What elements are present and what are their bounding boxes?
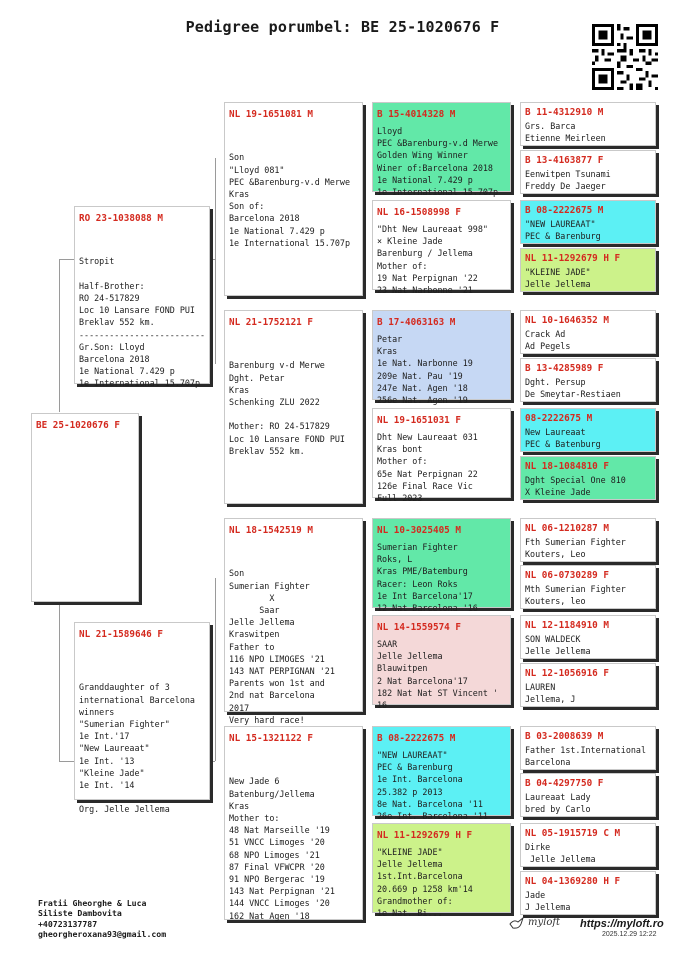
logo-text: myloft (528, 917, 561, 928)
gen3-ring-number: NL 11-1292679 H F (377, 830, 473, 841)
page-title: Pedigree porumbel: BE 25-1020676 F (185, 18, 500, 36)
gen4-card[interactable] (520, 200, 656, 244)
site-link[interactable]: https://myloft.ro (580, 918, 664, 930)
gen4-ring-number: B 11-4312910 M (525, 107, 604, 118)
gen4-card[interactable] (520, 150, 656, 194)
gen4-card[interactable] (520, 773, 656, 817)
gen3-card[interactable] (372, 310, 511, 406)
gen4-ring-number: 08-2222675 M (525, 413, 593, 424)
gen3-card[interactable] (372, 726, 511, 822)
gen3-ring-number: NL 19-1651031 F (377, 415, 461, 426)
gen4-ring-number: B 08-2222675 M (525, 205, 604, 216)
gen4-ring-number: NL 06-1210287 M (525, 523, 609, 534)
subject-pigeon-card[interactable] (31, 413, 139, 602)
gen4-card[interactable] (520, 248, 656, 292)
gen4-notes: Laureaat Lady bred by Carlo (525, 792, 591, 814)
gen4-notes: Dirke Jelle Jellema (525, 842, 596, 864)
gen3-card[interactable] (372, 200, 511, 296)
gen4-card[interactable] (520, 102, 656, 146)
gen4-notes: Mth Sumerian Fighter Kouters, leo (525, 584, 626, 606)
gen4-ring-number: B 13-4163877 F (525, 155, 604, 166)
gen3-ring-number: B 17-4063163 M (377, 317, 456, 328)
gen4-card[interactable] (520, 518, 656, 562)
gen4-ring-number: B 03-2008639 M (525, 731, 604, 742)
grandsire-maternal-notes: Son Sumerian Fighter X Saar Jelle Jellema Kraswitpen Father to 116 NPO LIMOGES '21 143 NAT PERPIGNAN '21 Parents won 1st and 2nd nat Barcelona 2017 Very hard race! (229, 568, 335, 725)
gen4-card[interactable] (520, 358, 656, 402)
gen3-card[interactable] (372, 615, 511, 711)
gen4-notes: LAUREN Jellema, J (525, 682, 576, 704)
gen4-card[interactable] (520, 615, 656, 659)
gen4-ring-number: NL 12-1184910 M (525, 620, 609, 631)
gen4-card[interactable] (520, 823, 656, 867)
qr-code-icon (592, 24, 658, 90)
gen4-card[interactable] (520, 565, 656, 609)
granddam-paternal-ring-number: NL 21-1752121 F (229, 317, 313, 328)
gen4-notes: Dght Special One 810 X Kleine Jade (525, 475, 626, 497)
dam-card[interactable] (74, 622, 210, 815)
gen4-notes: Jade J Jellema (525, 890, 571, 912)
gen3-card[interactable] (372, 102, 511, 198)
gen4-card[interactable] (520, 663, 656, 707)
gen4-notes: Eenwitpen Tsunami Freddy De Jaeger (525, 169, 611, 191)
gen4-notes: Father 1st.International Barcelona (525, 745, 647, 767)
gen3-card[interactable] (372, 408, 511, 504)
gen4-ring-number: B 04-4297750 F (525, 778, 604, 789)
gen3-notes: Petar Kras 1e Nat. Narbonne 19 209e Nat. Pau '19 247e Nat. Agen '18 256e Nat. Agen '19 (377, 334, 473, 406)
gen4-notes: SON WALDECK Jelle Jellema (525, 634, 591, 656)
gen3-ring-number: B 08-2222675 M (377, 733, 456, 744)
granddam-paternal-card[interactable] (224, 310, 363, 504)
gen4-notes: New Laureaat PEC & Batenburg (525, 427, 601, 449)
pigeon-logo-icon (509, 917, 525, 931)
dam-ring-number: NL 21-1589646 F (79, 629, 163, 640)
grandsire-paternal-ring-number: NL 19-1651081 M (229, 109, 313, 120)
gen4-ring-number: NL 06-0730289 F (525, 570, 609, 581)
gen4-ring-number: B 13-4285989 F (525, 363, 604, 374)
gen4-notes: "NEW LAUREAAT" PEC & Barenburg (525, 219, 601, 241)
gen3-notes: "KLEINE JADE" Jelle Jellema 1st.Int.Barcelona 20.669 p 1258 km'14 Grandmother of: 1e Nat. Bi... (377, 847, 473, 919)
gen4-notes: Grs. Barca Etienne Meirleen (525, 121, 606, 143)
owner-info: Fratii Gheorghe & Luca Siliste Dambovita +40723137787 gheorgheroxana93@gmail.com (38, 898, 167, 940)
gen4-ring-number: NL 05-1915719 C M (525, 828, 621, 839)
grandsire-paternal-card[interactable] (224, 102, 363, 296)
subject-ring-number: BE 25-1020676 F (36, 420, 120, 431)
gen3-ring-number: NL 14-1559574 F (377, 622, 461, 633)
gen3-card[interactable] (372, 823, 511, 919)
gen4-ring-number: NL 12-1056916 F (525, 668, 609, 679)
gen4-card[interactable] (520, 871, 656, 915)
gen3-notes: "Dht New Laureaat 998" × Kleine Jade Barenburg / Jellema Mother of: 19 Nat Perpignan '22 23 Nat Narbonne '21 (377, 224, 488, 296)
gen4-notes: Dght. Persup De Smeytar-Restiaen (525, 377, 621, 399)
gen4-ring-number: NL 04-1369280 H F (525, 876, 621, 887)
gen3-ring-number: NL 16-1508998 F (377, 207, 461, 218)
gen4-ring-number: NL 11-1292679 H F (525, 253, 621, 264)
sire-ring-number: RO 23-1038088 M (79, 213, 163, 224)
gen4-card[interactable] (520, 456, 656, 500)
gen4-ring-number: NL 18-1084810 F (525, 461, 609, 472)
gen3-notes: SAAR Jelle Jellema Blauwitpen 2 Nat Barcelona'17 182 Nat Nat ST Vincent ' 16 (377, 639, 499, 711)
granddam-maternal-ring-number: NL 15-1321122 F (229, 733, 313, 744)
sire-notes: Stropit Half-Brother: RO 24-517829 Loc 10 Lansare FOND PUI Breklav 552 km. ------------------------- Gr.Son: Lloyd Barcelona 2018 1e National 7.429 p 1e International 15.707p (79, 256, 206, 389)
grandsire-paternal-notes: Son "Lloyd 081" PEC &Barenburg-v.d Merwe Kras Son of: Barcelona 2018 1e National 7.429 p 1e International 15.707p (229, 152, 351, 248)
gen4-notes: "KLEINE JADE" Jelle Jellema (525, 267, 591, 289)
gen3-notes: "NEW LAUREAAT" PEC & Barenburg 1e Int. Barcelona 25.382 p 2013 8e Nat. Barcelona '11 26e Int. Barcelona '11 (377, 750, 488, 822)
gen4-notes: Fth Sumerian Fighter Kouters, Leo (525, 537, 626, 559)
gen3-notes: Dht New Laureaat 031 Kras bont Mother of: 65e Nat Perpignan 22 126e Final Race Vic Full 2023 (377, 432, 478, 504)
granddam-maternal-notes: New Jade 6 Batenburg/Jellema Kras Mother to: 48 Nat Marseille '19 51 VNCC Limoges '20 68 NPO Limoges '21 87 Final VFWCPR '20 91 NPO Bergerac '19 143 Nat Perpignan '21 144 VNCC Limoges '20 162 Nat Agen '18 (229, 776, 335, 921)
gen4-card[interactable] (520, 726, 656, 770)
dam-notes: Granddaughter of 3 international Barcelona winners "Sumerian Fighter" 1e Int.'17 "New Laureaat" 1e Int. '13 "Kleine Jade" 1e Int. '14 Org. Jelle Jellema (79, 682, 195, 815)
gen3-ring-number: B 15-4014328 M (377, 109, 456, 120)
sire-card[interactable] (74, 206, 210, 389)
gen4-card[interactable] (520, 408, 656, 452)
grandsire-maternal-ring-number: NL 18-1542519 M (229, 525, 313, 536)
granddam-maternal-card[interactable] (224, 726, 363, 920)
gen3-notes: Lloyd PEC &Barenburg-v.d Merwe Golden Wing Winner Winer of:Barcelona 2018 1e National 7.429 p 1e International 15.707p (377, 126, 499, 198)
gen3-notes: Sumerian Fighter Roks, L Kras PME/Batemburg Racer: Leon Roks 1e Int Barcelona'17 12 Nat Barcelona '16 (377, 542, 478, 614)
grandsire-maternal-card[interactable] (224, 518, 363, 725)
gen4-ring-number: NL 10-1646352 M (525, 315, 609, 326)
gen4-notes: Crack Ad Ad Pegels (525, 329, 571, 351)
gen3-ring-number: NL 10-3025405 M (377, 525, 461, 536)
granddam-paternal-notes: Barenburg v-d Merwe Dght. Petar Kras Schenking ZLU 2022 Mother: RO 24-517829 Loc 10 Lansare FOND PUI Breklav 552 km. (229, 360, 345, 456)
print-date: 2025.12.29 12:22 (602, 931, 657, 938)
gen3-card[interactable] (372, 518, 511, 614)
gen4-card[interactable] (520, 310, 656, 354)
